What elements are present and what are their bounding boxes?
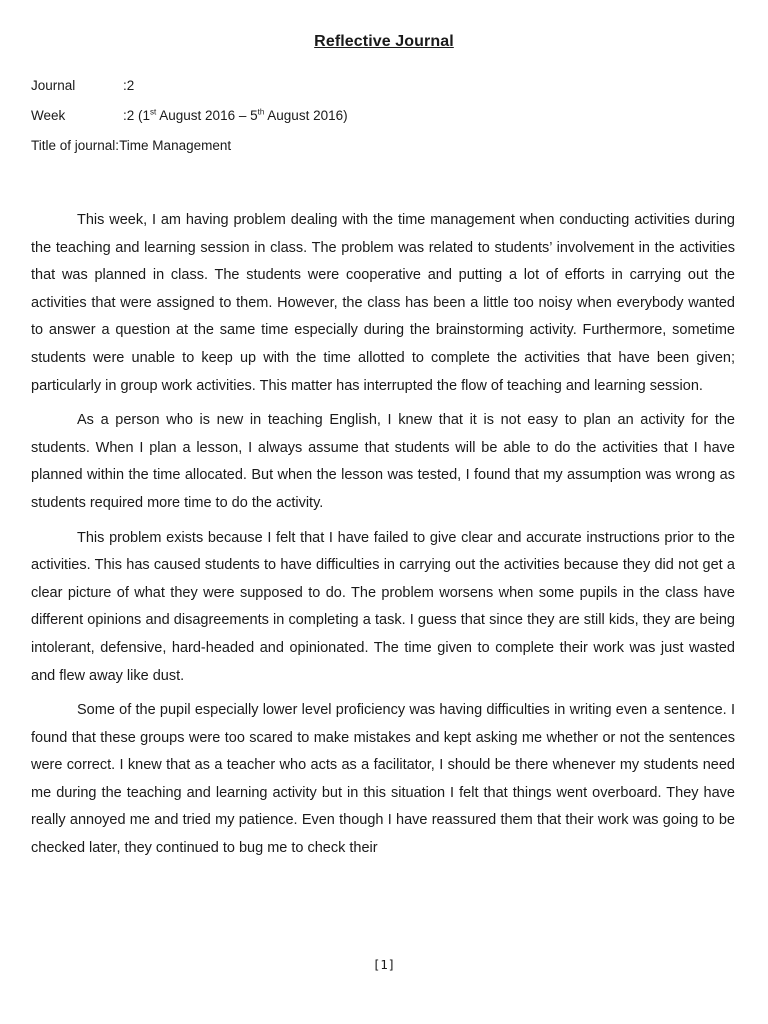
journal-body <box>31 207 735 870</box>
week-separator: : <box>123 108 127 123</box>
week-value-start: 2 (1 <box>126 108 151 123</box>
page-number: [1] <box>372 957 396 972</box>
meta-row-week <box>31 108 348 128</box>
paragraph-4: Some of the pupil especially lower level proficiency was having difficulties in writing even a sentence. I found that these groups were too scared to make mistakes and kept asking me whether or not the sentences were correct. I knew that as a teacher who acts as a facilitator, I should be there whenever my students need me during the teaching and learning activity but in this situation I felt that things went overboard. They have really annoyed me and tried my patience. Even though I have reassured them that their work was going to be checked later, they continued to bug me to check their <box>31 702 735 857</box>
paragraph-1: This week, I am having problem dealing with the time management when conducting activities during the teaching and learning session in class. The problem was related to students’ involvement in the activities that was planned in class. The students were cooperative and putting a lot of efforts in carrying out the activities that were assigned to them. However, the class has been a little too noisy when everybody wanted to answer a question at the same time especially during the brainstorming activity. Furthermore, sometime students were unable to keep up with the time allotted to complete the activities that have been given; particularly in group work activities. This matter has interrupted the flow of teaching and learning session. <box>31 212 735 394</box>
meta-row-title-of-journal <box>31 138 231 158</box>
paragraph-2: As a person who is new in teaching English, I knew that it is not easy to plan an activity for the students. When I plan a lesson, I always assume that students will be able to do the activities that I have planned within the time allocated. But when the lesson was tested, I found that my assumption was wrong as students required more time to do the activity. <box>31 412 735 511</box>
week-label: Week <box>31 108 66 123</box>
week-ordinal-1: st <box>150 107 157 117</box>
title-of-journal-label: Title of journal <box>31 138 116 153</box>
week-value-middle: August 2016 – 5 <box>156 108 258 123</box>
document-title: Reflective Journal <box>314 33 454 50</box>
week-value-end: August 2016) <box>264 108 348 123</box>
journal-label: Journal <box>31 78 76 93</box>
title-of-journal-value: Time Management <box>119 138 232 153</box>
journal-value: 2 <box>126 78 135 93</box>
week-ordinal-2: th <box>257 107 265 117</box>
title-of-journal-separator: : <box>115 138 120 153</box>
meta-row-journal <box>31 78 134 98</box>
paragraph-3: This problem exists because I felt that I have failed to give clear and accurate instructions prior to the activities. This has caused students to have difficulties in carrying out the activities because they did not get a clear picture of what they were supposed to do. The problem worsens when some pupils in the class have different opinions and disagreements in completing a task. I guess that since they are still kids, they are being intolerant, defensive, hard-headed and opinionated. The time given to complete their work was just wasted and flew away like dust. <box>31 529 735 684</box>
journal-separator: : <box>123 78 127 93</box>
